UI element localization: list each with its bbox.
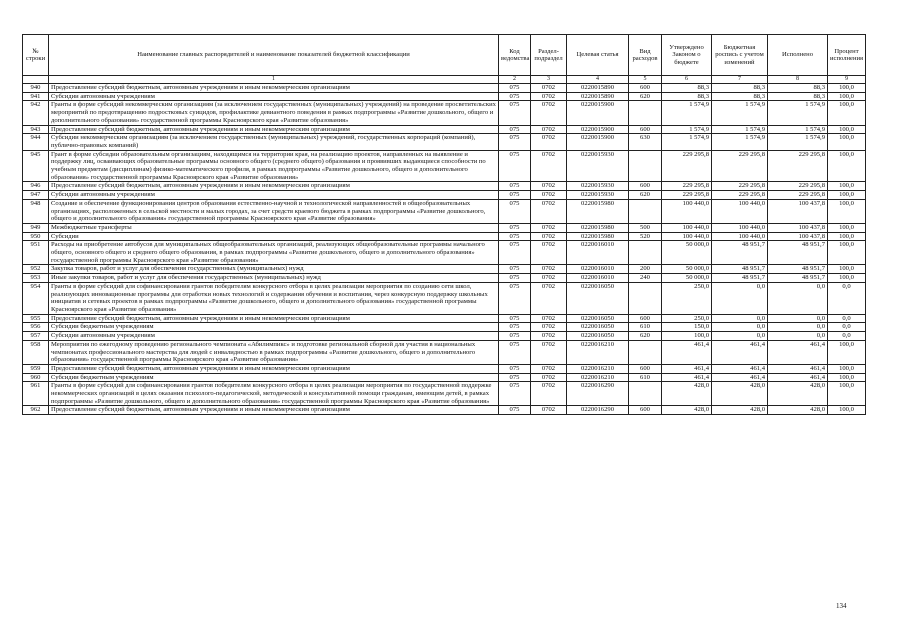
name-cell: Предоставление субсидий бюджетным, автономным учреждениям и иным некоммерческим организациям [49, 84, 499, 93]
header-row-no: № строки [23, 35, 49, 76]
exp-type-cell [629, 340, 662, 364]
approved-cell: 50 000,0 [662, 274, 712, 283]
target-cell: 0220016010 [567, 265, 629, 274]
target-cell: 0220015930 [567, 182, 629, 191]
percent-cell: 0,0 [828, 282, 866, 314]
executed-cell: 461,4 [768, 373, 828, 382]
code-cell: 075 [499, 373, 531, 382]
approved-cell: 229 295,8 [662, 150, 712, 182]
budget-list-cell: 0,0 [712, 323, 768, 332]
percent-cell: 100,0 [828, 182, 866, 191]
section-cell: 0702 [531, 382, 567, 406]
exp-type-cell: 240 [629, 274, 662, 283]
executed-cell: 428,0 [768, 406, 828, 415]
row-number-cell: 945 [23, 150, 49, 182]
name-cell: Субсидии автономным учреждениям [49, 191, 499, 200]
budget-list-cell: 1 574,9 [712, 125, 768, 134]
table-row [23, 241, 866, 265]
table-row [23, 274, 866, 283]
budget-list-cell: 0,0 [712, 332, 768, 341]
approved-cell: 100 440,0 [662, 199, 712, 223]
row-number-cell: 940 [23, 84, 49, 93]
row-number-cell: 944 [23, 134, 49, 150]
percent-cell: 100,0 [828, 274, 866, 283]
approved-cell: 1 574,9 [662, 134, 712, 150]
column-number: 6 [662, 76, 712, 84]
percent-cell: 100,0 [828, 134, 866, 150]
column-number: 7 [712, 76, 768, 84]
target-cell: 0220015890 [567, 92, 629, 101]
name-cell: Гранты в форме субсидий некоммерческим организациям (за исключением государственных (муниципальных) учреждений) на проведение просветительских мероприятий по предотвращению подростковых суицидов, профилактике девиантного поведения в рамках подпрограммы «Развитие дошкольного, общего и дополнительного образования» государственной программы Красноярского края «Развитие образования» [49, 101, 499, 125]
table-row [23, 323, 866, 332]
name-cell: Предоставление субсидий бюджетным, автономным учреждениям и иным некоммерческим организациям [49, 314, 499, 323]
table-row [23, 340, 866, 364]
executed-cell: 0,0 [768, 332, 828, 341]
approved-cell: 461,4 [662, 364, 712, 373]
budget-list-cell: 0,0 [712, 282, 768, 314]
exp-type-cell: 600 [629, 364, 662, 373]
executed-cell: 428,0 [768, 382, 828, 406]
column-number: 3 [531, 76, 567, 84]
executed-cell: 461,4 [768, 340, 828, 364]
section-cell: 0702 [531, 101, 567, 125]
name-cell: Субсидии бюджетным учреждениям [49, 373, 499, 382]
budget-list-cell: 428,0 [712, 406, 768, 415]
approved-cell: 461,4 [662, 373, 712, 382]
approved-cell: 50 000,0 [662, 265, 712, 274]
row-number-cell: 959 [23, 364, 49, 373]
code-cell: 075 [499, 364, 531, 373]
column-number: 5 [629, 76, 662, 84]
row-number-cell: 949 [23, 223, 49, 232]
code-cell: 075 [499, 150, 531, 182]
target-cell: 0220016210 [567, 364, 629, 373]
code-cell: 075 [499, 191, 531, 200]
budget-list-cell: 229 295,8 [712, 191, 768, 200]
header-code-dept: Код ведомства [499, 35, 531, 76]
row-number-cell: 953 [23, 274, 49, 283]
target-cell: 0220016050 [567, 332, 629, 341]
code-cell: 075 [499, 406, 531, 415]
approved-cell: 1 574,9 [662, 101, 712, 125]
approved-cell: 428,0 [662, 406, 712, 415]
target-cell: 0220016290 [567, 406, 629, 415]
section-cell: 0702 [531, 406, 567, 415]
exp-type-cell: 600 [629, 406, 662, 415]
column-number: 9 [828, 76, 866, 84]
row-number-cell: 957 [23, 332, 49, 341]
row-number-cell: 954 [23, 282, 49, 314]
approved-cell: 229 295,8 [662, 182, 712, 191]
name-cell: Гранты в форме субсидий для софинансирования грантов победителям конкурсного отбора в целях реализации мероприятия по государственной поддержке некоммерческих организаций в целях оказания психолого-педагогической, методической и консультативной помощи гражданам, имеющим детей, в рамках подпрограммы «Развитие дошкольного, общего и дополнительного образования» государственной программы Красноярского края «Развитие образования» [49, 382, 499, 406]
executed-cell: 461,4 [768, 364, 828, 373]
code-cell: 075 [499, 274, 531, 283]
percent-cell: 0,0 [828, 323, 866, 332]
budget-list-cell: 229 295,8 [712, 182, 768, 191]
name-cell: Грант в форме субсидии образовательным организациям, находящимся на территории края, на реализацию проектов, направленных на выявление и поддержку лиц, осваивающих образовательные программы основного общего (среднего общего) образования и проявивших выдающиеся способности по учебным предметам (дисциплинам) физико-математического профиля, в рамках подпрограммы «Развитие дошкольного, общего и дополнительного образования» государственной программы Красноярского края «Развитие образования» [49, 150, 499, 182]
column-number: 4 [567, 76, 629, 84]
section-cell: 0702 [531, 323, 567, 332]
section-cell: 0702 [531, 84, 567, 93]
budget-list-cell: 461,4 [712, 364, 768, 373]
row-number-cell: 950 [23, 232, 49, 241]
code-cell: 075 [499, 101, 531, 125]
budget-report-sheet [22, 34, 865, 415]
table-row [23, 314, 866, 323]
page-number: 134 [836, 602, 847, 610]
budget-list-cell: 100 440,0 [712, 199, 768, 223]
table-row [23, 182, 866, 191]
row-number-cell: 956 [23, 323, 49, 332]
approved-cell: 229 295,8 [662, 191, 712, 200]
name-cell: Гранты в форме субсидий для софинансирования грантов победителям конкурсного отбора в целях реализации мероприятия по созданию сети школ, реализующих инновационные программы для отработки новых технологий и содержания обучения и воспитания, через конкурсную поддержку школьных инициатив и сетевых проектов в рамках подпрограммы «Развитие дошкольного, общего и дополнительного образования» государственной программы Красноярского края «Развитие образования» [49, 282, 499, 314]
executed-cell: 0,0 [768, 323, 828, 332]
name-cell: Межбюджетные трансферты [49, 223, 499, 232]
header-target: Целевая статья [567, 35, 629, 76]
section-cell: 0702 [531, 364, 567, 373]
section-cell: 0702 [531, 191, 567, 200]
percent-cell: 100,0 [828, 150, 866, 182]
row-number-cell: 946 [23, 182, 49, 191]
section-cell: 0702 [531, 373, 567, 382]
target-cell: 0220016210 [567, 340, 629, 364]
budget-list-cell: 100 440,0 [712, 223, 768, 232]
header-budget-list: Бюджетная роспись с учетом изменений [712, 35, 768, 76]
row-number-cell: 958 [23, 340, 49, 364]
percent-cell: 100,0 [828, 241, 866, 265]
table-row [23, 232, 866, 241]
target-cell: 0220016050 [567, 314, 629, 323]
executed-cell: 100 437,8 [768, 199, 828, 223]
exp-type-cell: 520 [629, 232, 662, 241]
name-cell: Расходы на приобретение автобусов для муниципальных общеобразовательных организаций, реализующих общеобразовательные программы начального общего, основного общего и среднего общего образования, в рамках подпрограммы «Развитие дошкольного, общего и дополнительного образования» государственной программы Красноярского края «Развитие образования» [49, 241, 499, 265]
table-row [23, 84, 866, 93]
budget-list-cell: 461,4 [712, 340, 768, 364]
section-cell: 0702 [531, 282, 567, 314]
table-row [23, 92, 866, 101]
column-number: 2 [499, 76, 531, 84]
target-cell: 0220015980 [567, 223, 629, 232]
budget-execution-table [22, 34, 866, 415]
percent-cell: 100,0 [828, 265, 866, 274]
approved-cell: 100 440,0 [662, 232, 712, 241]
executed-cell: 88,3 [768, 84, 828, 93]
executed-cell: 48 951,7 [768, 241, 828, 265]
code-cell: 075 [499, 323, 531, 332]
section-cell: 0702 [531, 232, 567, 241]
name-cell: Субсидии бюджетным учреждениям [49, 323, 499, 332]
target-cell: 0220015930 [567, 191, 629, 200]
code-cell: 075 [499, 92, 531, 101]
target-cell: 0220015980 [567, 199, 629, 223]
percent-cell: 100,0 [828, 84, 866, 93]
exp-type-cell: 500 [629, 223, 662, 232]
percent-cell: 100,0 [828, 232, 866, 241]
section-cell: 0702 [531, 199, 567, 223]
exp-type-cell: 620 [629, 92, 662, 101]
section-cell: 0702 [531, 340, 567, 364]
target-cell: 0220015900 [567, 134, 629, 150]
code-cell: 075 [499, 223, 531, 232]
column-number-row [23, 76, 866, 84]
executed-cell: 100 437,8 [768, 232, 828, 241]
header-name: Наименование главных распорядителей и наименование показателей бюджетной классификации [49, 35, 499, 76]
code-cell: 075 [499, 134, 531, 150]
name-cell: Предоставление субсидий бюджетным, автономным учреждениям и иным некоммерческим организациям [49, 406, 499, 415]
budget-list-cell: 48 951,7 [712, 274, 768, 283]
exp-type-cell: 200 [629, 265, 662, 274]
code-cell: 075 [499, 340, 531, 364]
executed-cell: 229 295,8 [768, 191, 828, 200]
target-cell: 0220016010 [567, 274, 629, 283]
column-number [23, 76, 49, 84]
table-row [23, 134, 866, 150]
name-cell: Мероприятия по ежегодному проведению регионального чемпионата «Абилимпикс» и подготовке региональной сборной для участия в национальных чемпионатах профессионального мастерства для людей с инвалидностью в рамках подпрограммы «Развитие дошкольного, общего и дополнительного образования» государственной программы Красноярского края «Развитие образования» [49, 340, 499, 364]
code-cell: 075 [499, 265, 531, 274]
code-cell: 075 [499, 199, 531, 223]
table-row [23, 406, 866, 415]
name-cell: Субсидии автономным учреждениям [49, 92, 499, 101]
section-cell: 0702 [531, 332, 567, 341]
percent-cell: 100,0 [828, 101, 866, 125]
approved-cell: 250,0 [662, 314, 712, 323]
budget-list-cell: 0,0 [712, 314, 768, 323]
row-number-cell: 952 [23, 265, 49, 274]
approved-cell: 150,0 [662, 323, 712, 332]
table-row [23, 382, 866, 406]
row-number-cell: 955 [23, 314, 49, 323]
section-cell: 0702 [531, 274, 567, 283]
section-cell: 0702 [531, 92, 567, 101]
approved-cell: 428,0 [662, 382, 712, 406]
budget-list-cell: 428,0 [712, 382, 768, 406]
approved-cell: 88,3 [662, 92, 712, 101]
executed-cell: 48 951,7 [768, 274, 828, 283]
exp-type-cell [629, 241, 662, 265]
executed-cell: 48 951,7 [768, 265, 828, 274]
approved-cell: 250,0 [662, 282, 712, 314]
exp-type-cell [629, 199, 662, 223]
exp-type-cell: 600 [629, 125, 662, 134]
exp-type-cell: 600 [629, 314, 662, 323]
target-cell: 0220016290 [567, 382, 629, 406]
section-cell: 0702 [531, 134, 567, 150]
executed-cell: 100 437,8 [768, 223, 828, 232]
row-number-cell: 962 [23, 406, 49, 415]
table-row [23, 364, 866, 373]
approved-cell: 461,4 [662, 340, 712, 364]
target-cell: 0220015900 [567, 101, 629, 125]
target-cell: 0220016210 [567, 373, 629, 382]
row-number-cell: 960 [23, 373, 49, 382]
section-cell: 0702 [531, 223, 567, 232]
table-row [23, 282, 866, 314]
percent-cell: 100,0 [828, 191, 866, 200]
percent-cell: 100,0 [828, 373, 866, 382]
row-number-cell: 943 [23, 125, 49, 134]
budget-list-cell: 88,3 [712, 84, 768, 93]
target-cell: 0220016050 [567, 282, 629, 314]
table-row [23, 373, 866, 382]
code-cell: 075 [499, 282, 531, 314]
exp-type-cell: 610 [629, 373, 662, 382]
column-number: 1 [49, 76, 499, 84]
percent-cell: 100,0 [828, 92, 866, 101]
name-cell: Субсидии [49, 232, 499, 241]
exp-type-cell: 600 [629, 84, 662, 93]
code-cell: 075 [499, 382, 531, 406]
row-number-cell: 951 [23, 241, 49, 265]
approved-cell: 100,0 [662, 332, 712, 341]
percent-cell: 100,0 [828, 406, 866, 415]
approved-cell: 88,3 [662, 84, 712, 93]
row-number-cell: 941 [23, 92, 49, 101]
executed-cell: 0,0 [768, 314, 828, 323]
table-row [23, 265, 866, 274]
budget-list-cell: 48 951,7 [712, 265, 768, 274]
executed-cell: 229 295,8 [768, 182, 828, 191]
target-cell: 0220015930 [567, 150, 629, 182]
executed-cell: 1 574,9 [768, 101, 828, 125]
header-approved: Утверждено Законом о бюджете [662, 35, 712, 76]
name-cell: Закупка товаров, работ и услуг для обеспечения государственных (муниципальных) нужд [49, 265, 499, 274]
exp-type-cell: 620 [629, 332, 662, 341]
name-cell: Предоставление субсидий бюджетным, автономным учреждениям и иным некоммерческим организациям [49, 125, 499, 134]
exp-type-cell [629, 382, 662, 406]
code-cell: 075 [499, 314, 531, 323]
exp-type-cell [629, 150, 662, 182]
section-cell: 0702 [531, 182, 567, 191]
budget-list-cell: 229 295,8 [712, 150, 768, 182]
table-row [23, 101, 866, 125]
target-cell: 0220016010 [567, 241, 629, 265]
table-row [23, 199, 866, 223]
table-row [23, 150, 866, 182]
executed-cell: 88,3 [768, 92, 828, 101]
row-number-cell: 942 [23, 101, 49, 125]
budget-list-cell: 88,3 [712, 92, 768, 101]
header-executed: Исполнено [768, 35, 828, 76]
percent-cell: 100,0 [828, 199, 866, 223]
header-section: Раздел-подраздел [531, 35, 567, 76]
code-cell: 075 [499, 241, 531, 265]
executed-cell: 1 574,9 [768, 134, 828, 150]
executed-cell: 0,0 [768, 282, 828, 314]
exp-type-cell: 620 [629, 191, 662, 200]
target-cell: 0220015890 [567, 84, 629, 93]
budget-list-cell: 1 574,9 [712, 101, 768, 125]
target-cell: 0220015980 [567, 232, 629, 241]
name-cell: Предоставление субсидий бюджетным, автономным учреждениям и иным некоммерческим организациям [49, 364, 499, 373]
name-cell: Иные закупки товаров, работ и услуг для обеспечения государственных (муниципальных) нужд [49, 274, 499, 283]
percent-cell: 0,0 [828, 332, 866, 341]
percent-cell: 100,0 [828, 340, 866, 364]
row-number-cell: 947 [23, 191, 49, 200]
percent-cell: 100,0 [828, 125, 866, 134]
table-row [23, 125, 866, 134]
budget-list-cell: 48 951,7 [712, 241, 768, 265]
code-cell: 075 [499, 125, 531, 134]
percent-cell: 100,0 [828, 364, 866, 373]
row-number-cell: 948 [23, 199, 49, 223]
table-row [23, 223, 866, 232]
percent-cell: 0,0 [828, 314, 866, 323]
code-cell: 075 [499, 232, 531, 241]
table-body [23, 84, 866, 415]
exp-type-cell: 630 [629, 134, 662, 150]
row-number-cell: 961 [23, 382, 49, 406]
name-cell: Субсидии автономным учреждениям [49, 332, 499, 341]
executed-cell: 1 574,9 [768, 125, 828, 134]
table-header [23, 35, 866, 84]
name-cell: Предоставление субсидий бюджетным, автономным учреждениям и иным некоммерческим организациям [49, 182, 499, 191]
code-cell: 075 [499, 332, 531, 341]
section-cell: 0702 [531, 241, 567, 265]
name-cell: Создание и обеспечение функционирования центров образования естественно-научной и технологической направленностей в общеобразовательных организациях, расположенных в сельской местности и малых городах, за счет средств краевого бюджета в рамках подпрограммы «Развитие дошкольного, общего и дополнительного образования» государственной программы Красноярского края «Развитие образования» [49, 199, 499, 223]
budget-list-cell: 461,4 [712, 373, 768, 382]
exp-type-cell: 600 [629, 182, 662, 191]
table-row [23, 332, 866, 341]
column-number: 8 [768, 76, 828, 84]
approved-cell: 1 574,9 [662, 125, 712, 134]
header-percent: Процент исполнения [828, 35, 866, 76]
approved-cell: 50 000,0 [662, 241, 712, 265]
percent-cell: 100,0 [828, 223, 866, 232]
code-cell: 075 [499, 84, 531, 93]
target-cell: 0220016050 [567, 323, 629, 332]
exp-type-cell [629, 282, 662, 314]
exp-type-cell: 610 [629, 323, 662, 332]
exp-type-cell [629, 101, 662, 125]
name-cell: Субсидии некоммерческим организациям (за исключением государственных (муниципальных) учреждений, государственных корпораций (компаний), публично-правовых компаний) [49, 134, 499, 150]
table-row [23, 191, 866, 200]
executed-cell: 229 295,8 [768, 150, 828, 182]
section-cell: 0702 [531, 265, 567, 274]
header-exp-type: Вид расходов [629, 35, 662, 76]
budget-list-cell: 1 574,9 [712, 134, 768, 150]
section-cell: 0702 [531, 314, 567, 323]
section-cell: 0702 [531, 125, 567, 134]
approved-cell: 100 440,0 [662, 223, 712, 232]
code-cell: 075 [499, 182, 531, 191]
percent-cell: 100,0 [828, 382, 866, 406]
budget-list-cell: 100 440,0 [712, 232, 768, 241]
section-cell: 0702 [531, 150, 567, 182]
target-cell: 0220015900 [567, 125, 629, 134]
